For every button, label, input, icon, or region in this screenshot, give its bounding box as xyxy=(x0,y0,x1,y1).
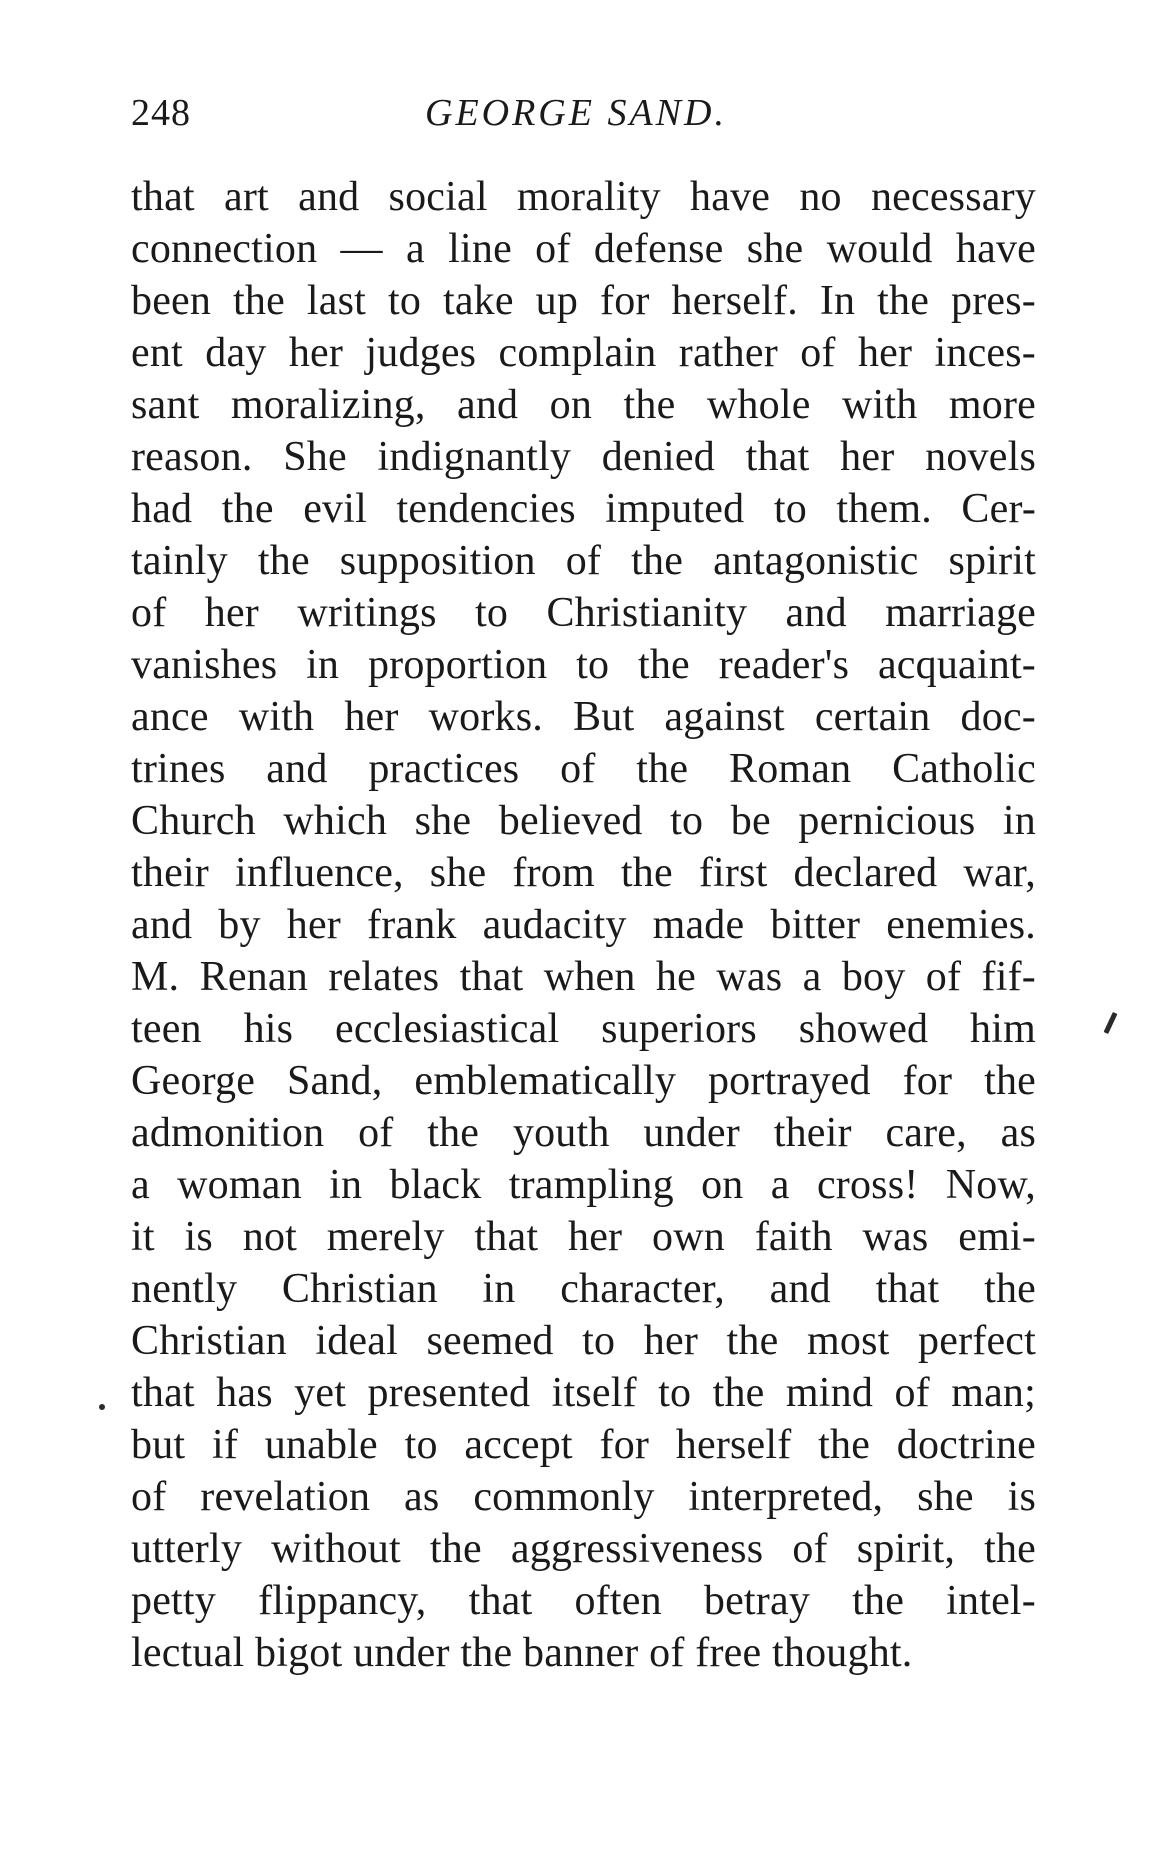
page-number: 248 xyxy=(131,92,191,134)
text-line: utterly without the aggressiveness of spirit, the xyxy=(131,1526,1036,1572)
text-line: tainly the supposition of the antagonistic spirit xyxy=(131,538,1036,584)
text-line: that has yet presented itself to the mind of man; xyxy=(131,1370,1036,1416)
text-line: been the last to take up for herself. In the pres- xyxy=(131,278,1036,324)
text-line: had the evil tendencies imputed to them. Cer- xyxy=(131,486,1036,532)
text-line: vanishes in proportion to the reader's acquaint- xyxy=(131,642,1036,688)
text-line-last: lectual bigot under the banner of free thought. xyxy=(131,1630,913,1676)
text-line: admonition of the youth under their care, as xyxy=(131,1110,1036,1156)
text-line: trines and practices of the Roman Catholic xyxy=(131,746,1036,792)
margin-dot-mark xyxy=(99,1404,105,1410)
text-line: ance with her works. But against certain doc- xyxy=(131,694,1036,740)
text-line: and by her frank audacity made bitter enemies. xyxy=(131,902,1036,948)
text-line: a woman in black trampling on a cross! Now, xyxy=(131,1162,1036,1208)
running-header xyxy=(131,88,1036,138)
text-line: but if unable to accept for herself the doctrine xyxy=(131,1422,1036,1468)
text-line: petty flippancy, that often betray the intel- xyxy=(131,1578,1036,1624)
text-line: teen his ecclesiastical superiors showed him xyxy=(131,1006,1036,1052)
text-line: nently Christian in character, and that the xyxy=(131,1266,1036,1312)
text-line: that art and social morality have no necessary xyxy=(131,174,1036,220)
text-line: ent day her judges complain rather of her inces- xyxy=(131,330,1036,376)
body-paragraph xyxy=(131,171,1036,1679)
text-line: their influence, she from the first declared war, xyxy=(131,850,1036,896)
margin-slash-mark xyxy=(1104,1012,1118,1034)
text-line: reason. She indignantly denied that her novels xyxy=(131,434,1036,480)
text-line: Christian ideal seemed to her the most perfect xyxy=(131,1318,1036,1364)
text-line: Church which she believed to be pernicious in xyxy=(131,798,1036,844)
text-line: of revelation as commonly interpreted, she is xyxy=(131,1474,1036,1520)
text-line: of her writings to Christianity and marriage xyxy=(131,590,1036,636)
text-line: connection — a line of defense she would have xyxy=(131,226,1036,272)
running-title: GEORGE SAND. xyxy=(425,92,727,134)
text-line: M. Renan relates that when he was a boy of fif- xyxy=(131,954,1036,1000)
text-line: it is not merely that her own faith was emi- xyxy=(131,1214,1036,1260)
text-line: George Sand, emblematically portrayed for the xyxy=(131,1058,1036,1104)
text-line: sant moralizing, and on the whole with more xyxy=(131,382,1036,428)
